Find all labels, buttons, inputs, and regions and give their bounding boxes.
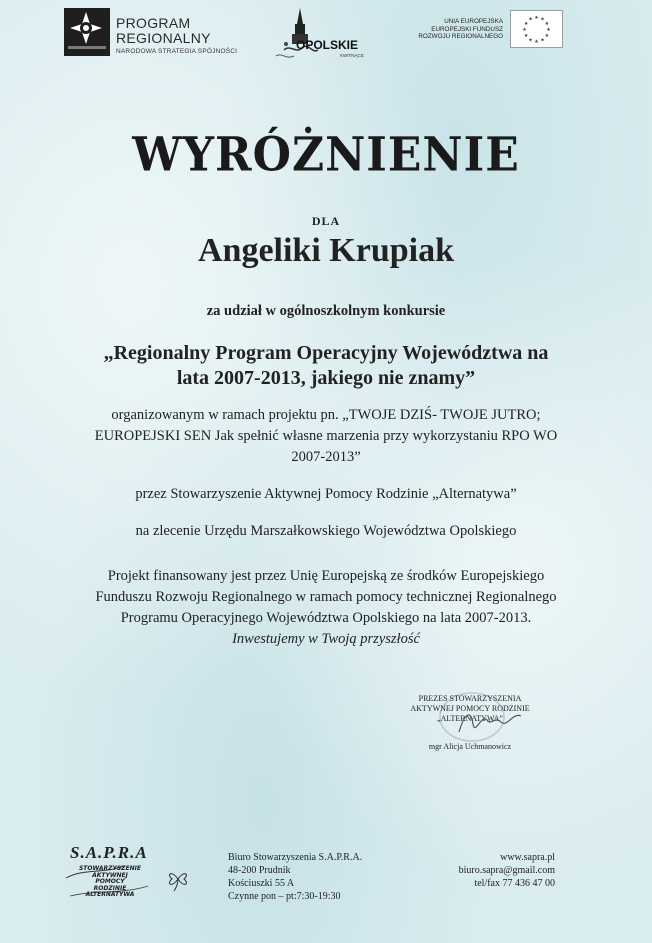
sapra-word: POMOCY bbox=[95, 878, 125, 885]
eu-star-icon: ★ bbox=[540, 38, 545, 44]
signature-line1: PREZES STOWARZYSZENIA bbox=[418, 694, 522, 703]
contest-title-line2: lata 2007-2013, jakiego nie znamy” bbox=[176, 367, 476, 389]
eu-line3: ROZWOJU REGIONALNEGO bbox=[418, 33, 503, 40]
funding-line1: Projekt finansowany jest przez Unię Europejską ze środków Europejskiego bbox=[107, 568, 545, 584]
regionalny-line: REGIONALNY bbox=[116, 30, 211, 46]
eu-star-icon: ★ bbox=[528, 38, 533, 44]
eu-star-icon: ★ bbox=[523, 34, 529, 39]
program-regionalny-text bbox=[116, 16, 237, 55]
sapra-abbreviation: S.A.P.R.A bbox=[70, 843, 148, 862]
commission-line: na zlecenie Urzędu Marszałkowskiego Województwa Opolskiego bbox=[135, 523, 517, 539]
signature-line2: AKTYWNEJ POMOCY RODZINIE bbox=[410, 704, 530, 713]
opolskie-logo bbox=[272, 4, 382, 64]
contest-title-line1: „Regionalny Program Operacyjny Województwa na bbox=[103, 342, 549, 364]
clover-icon bbox=[164, 866, 192, 892]
eu-star-icon: ★ bbox=[528, 17, 533, 23]
eu-line1: UNIA EUROPEJSKA bbox=[444, 18, 503, 25]
office-hours: Czynne pon – pt:7:30-19:30 bbox=[228, 891, 341, 902]
dla-label: DLA bbox=[311, 214, 341, 228]
eu-star-icon: ★ bbox=[544, 22, 550, 27]
office-address bbox=[228, 851, 362, 903]
office-line1: Biuro Stowarzyszenia S.A.P.R.A. bbox=[228, 852, 363, 863]
sapra-word: STOWARZYSZENIE bbox=[78, 865, 141, 872]
office-line3: Kościuszki 55 A bbox=[228, 878, 295, 889]
eu-star-icon: ★ bbox=[522, 28, 527, 33]
project-line3: 2007-2013” bbox=[291, 449, 361, 465]
sapra-word: ALTERNATYWA bbox=[85, 891, 135, 898]
signature-line3: „ALTERNATYWA” bbox=[437, 714, 503, 723]
eu-star-icon: ★ bbox=[544, 34, 550, 39]
eu-star-icon: ★ bbox=[540, 17, 545, 23]
funding-line2: Funduszu Rozwoju Regionalnego w ramach pomocy technicznej Regionalnego bbox=[95, 589, 557, 605]
sapra-word: AKTYWNEJ bbox=[92, 871, 128, 879]
website-link[interactable]: www.sapra.pl bbox=[500, 852, 555, 863]
opolskie-subtitle: KWITNĄCE bbox=[340, 53, 364, 58]
eu-star-icon: ★ bbox=[523, 22, 529, 27]
project-line1: organizowanym w ramach projektu pn. „TWOJE DZIŚ- TWOJE JUTRO; bbox=[111, 407, 541, 423]
eu-star-icon: ★ bbox=[534, 40, 539, 45]
handwritten-signature bbox=[455, 702, 525, 742]
opolskie-wordmark: OPOLSKIE bbox=[296, 38, 359, 52]
funding-line3: Programu Operacyjnego Województwa Opolskiego na lata 2007-2013. bbox=[120, 610, 532, 626]
email-link[interactable]: biuro.sapra@gmail.com bbox=[458, 865, 555, 876]
motto-line: Inwestujemy w Twoją przyszłość bbox=[232, 631, 420, 647]
eu-fund-text bbox=[405, 18, 503, 41]
organizer-line: przez Stowarzyszenie Aktywnej Pomocy Rodzinie „Alternatywa” bbox=[135, 486, 517, 502]
project-line2: EUROPEJSKI SEN Jak spełnić własne marzenia przy wykorzystaniu RPO WO bbox=[94, 428, 558, 444]
program-line: PROGRAM bbox=[116, 15, 191, 31]
page-title: WYRÓŻNIENIE bbox=[132, 128, 520, 183]
eu-star-icon: ★ bbox=[546, 28, 551, 33]
intro-line: za udział w ogólnoszkolnym konkursie bbox=[206, 303, 446, 319]
eu-line2: EUROPEJSKI FUNDUSZ bbox=[431, 25, 503, 33]
strategy-line: NARODOWA STRATEGIA SPÓJNOŚCI bbox=[116, 48, 238, 55]
sapra-word: RODZINIE bbox=[93, 884, 127, 892]
phone-number: tel/fax 77 436 47 00 bbox=[474, 878, 555, 889]
office-line2: 48-200 Prudnik bbox=[228, 865, 291, 876]
sapra-words bbox=[74, 866, 146, 899]
eu-flag-icon bbox=[510, 10, 563, 48]
recipient-name: Angeliki Krupiak bbox=[197, 232, 454, 269]
signatory-name: mgr Alicja Uchmanowicz bbox=[428, 742, 512, 751]
eu-star-icon: ★ bbox=[534, 16, 539, 21]
contact-info bbox=[420, 851, 555, 890]
